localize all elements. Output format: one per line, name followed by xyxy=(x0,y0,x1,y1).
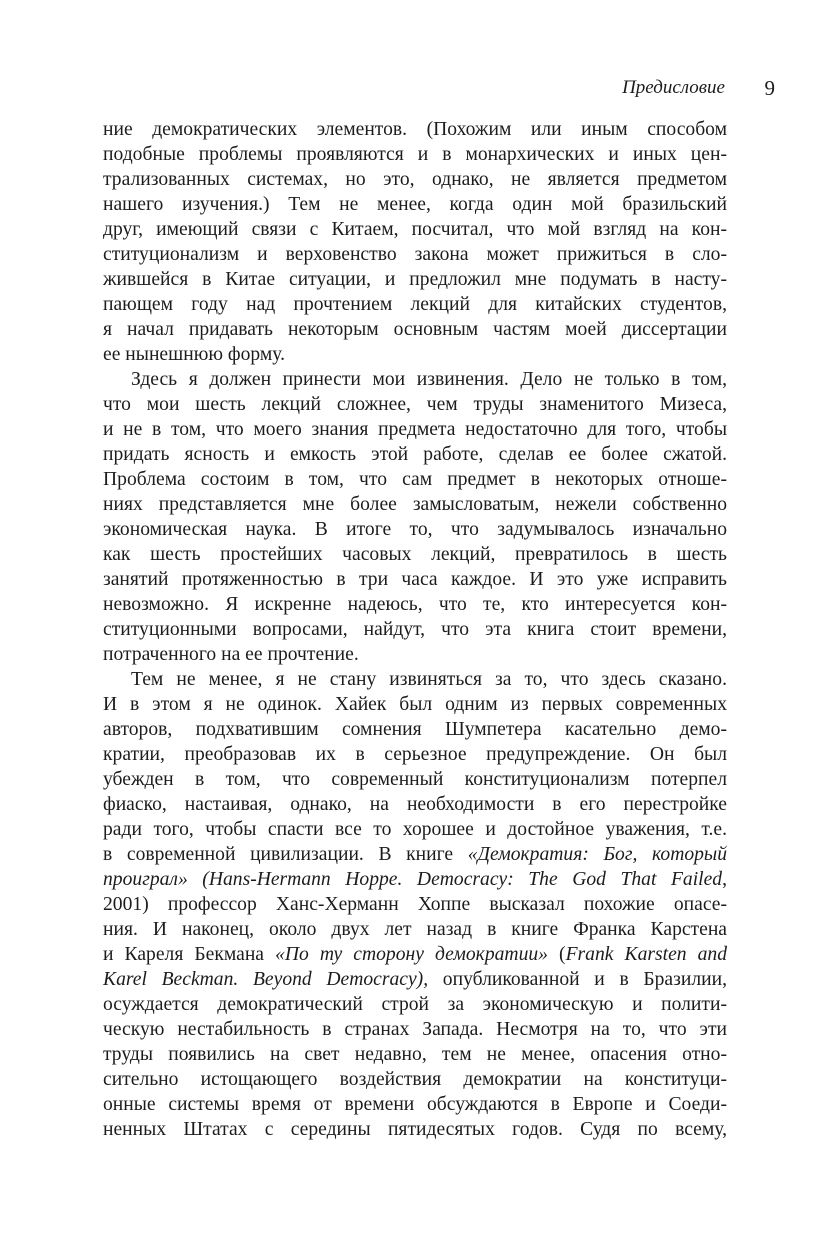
text-run: опубликованной и в Бразилии, xyxy=(442,969,728,990)
text-line xyxy=(103,942,727,967)
text-line: что мои шесть лекций сложнее, чем труды знаменитого Мизеса, xyxy=(103,394,727,415)
text-line: ние демократических элементов. (Похожим или иным способом xyxy=(103,119,727,140)
text-line: пающем году над прочтением лекций для китайских студентов, xyxy=(103,294,727,315)
text-line: авторов, подхватившим сомнения Шумпетера касательно демо- xyxy=(103,719,727,740)
text-run: , xyxy=(722,869,727,890)
text-run: и Кареля Бекмана xyxy=(103,944,265,965)
text-line: невозможно. Я искренне надеюсь, что те, кто интересуется кон- xyxy=(103,594,727,615)
text-line: и не в том, что моего знания предмета недостаточно для того, чтобы xyxy=(103,419,727,440)
text-run: в современной цивилизации. В книге xyxy=(103,844,454,865)
text-line: Тем не менее, я не стану извиняться за то, что здесь сказано. xyxy=(131,669,727,690)
italic-title-run: проиграл» (Hans-Hermann Hoppe. Democracy: The God That Failed xyxy=(103,869,723,890)
text-line: ниях представляется мне более замысловатым, нежели собственно xyxy=(103,494,727,515)
italic-title-run: Karel Beckman. Beyond Democracy), xyxy=(103,969,429,990)
text-line: кратии, преобразовав их в серьезное предупреждение. Он был xyxy=(103,744,727,765)
running-header xyxy=(103,74,775,102)
text-line: ния. И наконец, около двух лет назад в книге Франка Карстена xyxy=(103,919,727,940)
text-line: И в этом я не одинок. Хайек был одним из первых современных xyxy=(103,694,727,715)
text-line: убежден в том, что современный конституционализм потерпел xyxy=(103,769,727,790)
text-line: я начал придавать некоторым основным частям моей диссертации xyxy=(103,319,727,340)
running-title: Предисловие xyxy=(622,77,725,98)
text-line: труды появились на свет недавно, тем не менее, опасения отно- xyxy=(103,1044,727,1065)
text-line: ради того, чтобы спасти все то хорошее и достойное уважения, т.е. xyxy=(103,819,727,840)
text-line xyxy=(103,842,727,867)
italic-title-run: «Демократия: Бог, который xyxy=(467,844,727,865)
text-line: придать ясность и емкость этой работе, сделав ее более сжатой. xyxy=(103,444,727,465)
text-line: как шесть простейших часовых лекций, превратилось в шесть xyxy=(103,544,727,565)
text-line: занятий протяженностью в три часа каждое. И это уже исправить xyxy=(103,569,727,590)
text-line: осуждается демократический строй за экономическую и полити- xyxy=(103,994,727,1015)
text-line: трализованных системах, но это, однако, не является предметом xyxy=(103,169,727,190)
text-line: экономическая наука. В итоге то, что задумывалось изначально xyxy=(103,519,727,540)
text-line xyxy=(103,967,727,992)
text-line: потраченного на ее прочтение. xyxy=(103,644,359,665)
text-line: Проблема состоим в том, что сам предмет в некоторых отноше- xyxy=(103,469,727,490)
text-line: нашего изучения.) Тем не менее, когда один мой бразильский xyxy=(103,194,727,215)
text-line: ституционными вопросами, найдут, что эта книга стоит времени, xyxy=(103,619,727,640)
text-line: жившейся в Китае ситуации, и предложил мне подумать в насту- xyxy=(103,269,727,290)
text-line: ституционализм и верховенство закона может прижиться в сло- xyxy=(103,244,727,265)
text-line: друг, имеющий связи с Китаем, посчитал, что мой взгляд на кон- xyxy=(103,219,727,240)
text-line: ческую нестабильность в странах Запада. Несмотря на то, что эти xyxy=(103,1019,727,1040)
text-run: ( xyxy=(559,944,566,965)
text-line: Здесь я должен принести мои извинения. Дело не только в том, xyxy=(131,369,727,390)
text-line: подобные проблемы проявляются и в монархических и иных цен- xyxy=(103,144,727,165)
text-line: сительно истощающего воздействия демократии на конституци- xyxy=(103,1069,727,1090)
italic-title-run: «По ту сторону демократии» xyxy=(275,944,548,965)
text-line: ее нынешнюю форму. xyxy=(103,344,285,365)
text-line: фиаско, настаивая, однако, на необходимости в его перестройке xyxy=(103,794,727,815)
italic-title-run: Frank Karsten and xyxy=(565,944,728,965)
text-line: онные системы время от времени обсуждаются в Европе и Соеди- xyxy=(103,1094,727,1115)
text-line: ненных Штатах с середины пятидесятых годов. Судя по всему, xyxy=(103,1119,727,1140)
text-line: 2001) профессор Ханс-Херманн Хоппе высказал похожие опасе- xyxy=(103,894,727,915)
text-line xyxy=(103,867,727,892)
page-number: 9 xyxy=(764,76,775,100)
body-text xyxy=(103,117,727,1142)
